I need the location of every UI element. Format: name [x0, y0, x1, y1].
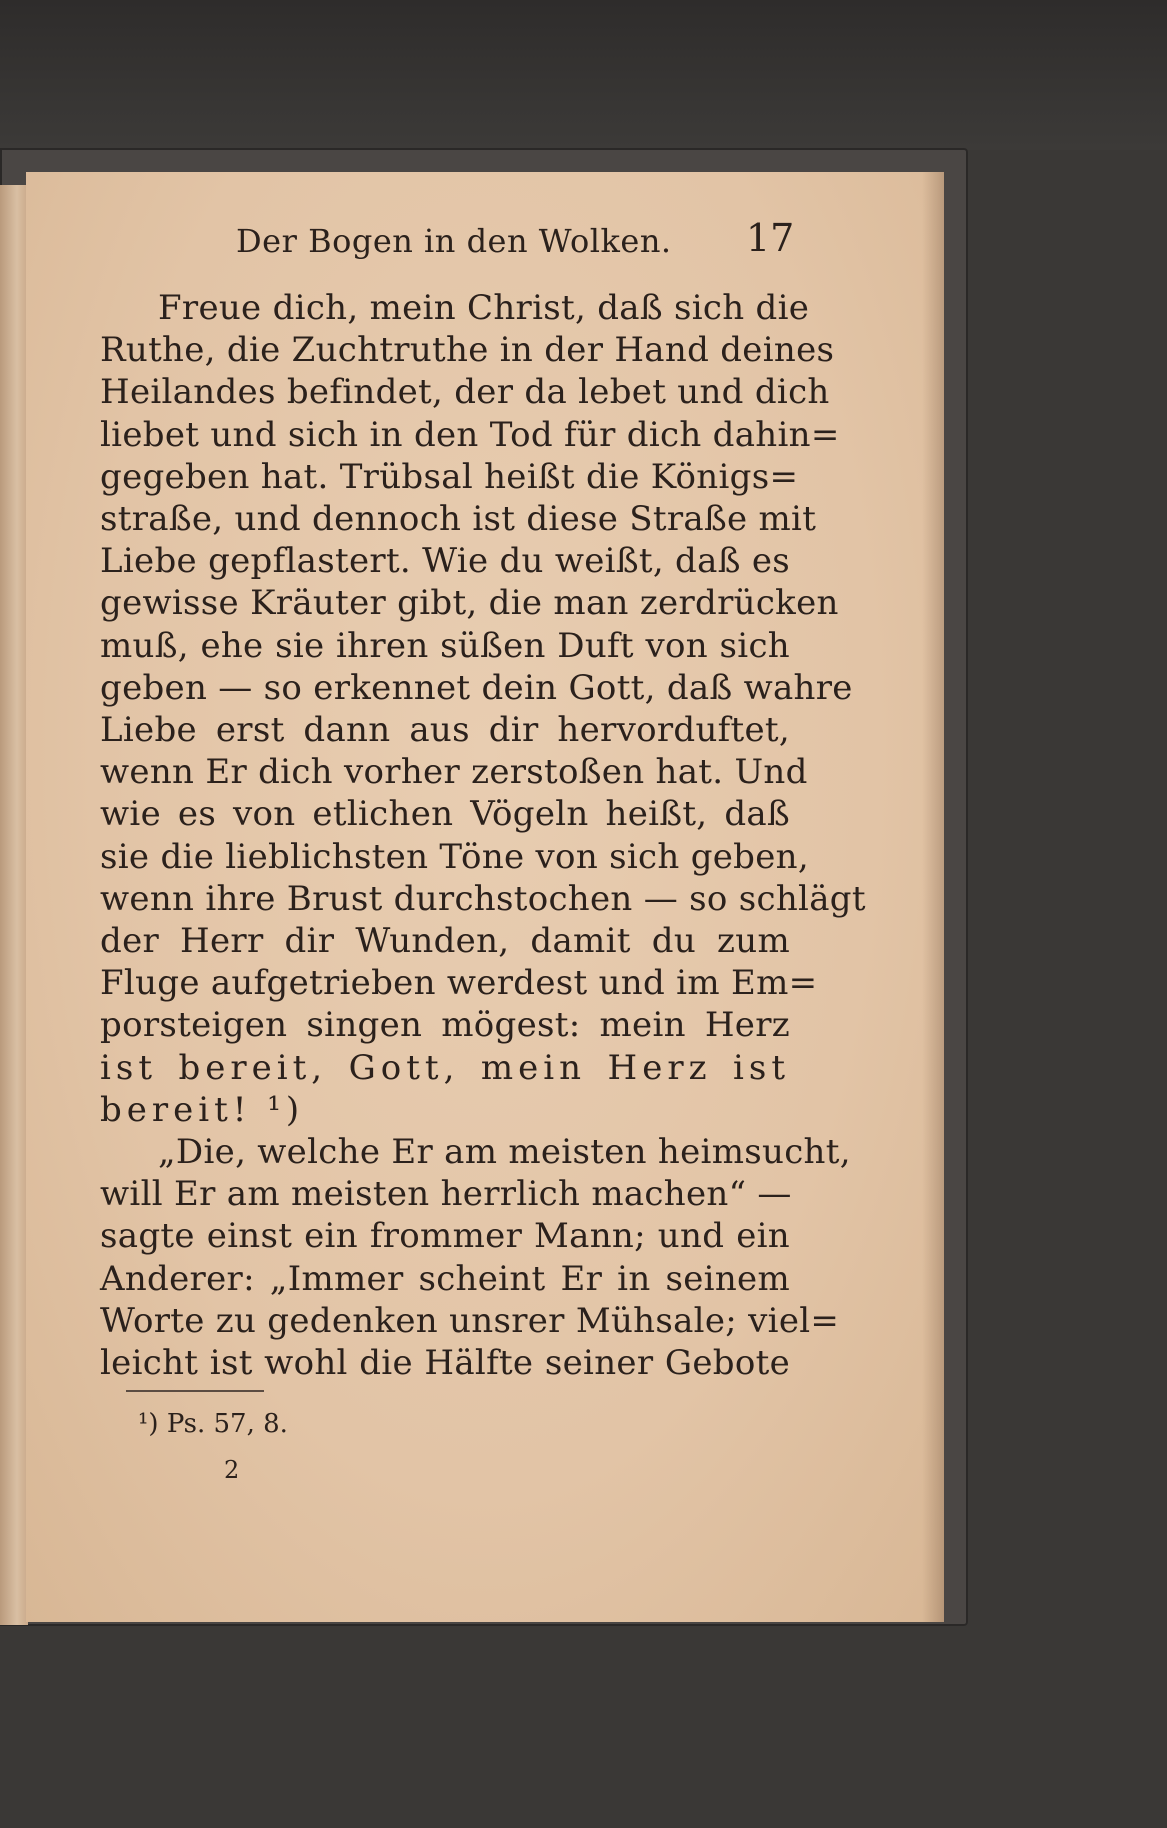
text-line: Anderer: „Immer scheint Er in seinem [100, 1258, 790, 1299]
text-line: wie es von etlichen Vögeln heißt, daß [100, 794, 790, 835]
text-line: leicht ist wohl die Hälfte seiner Gebote [100, 1343, 790, 1384]
book-page [26, 172, 944, 1622]
text-line: muß, ehe sie ihren süßen Duft von sich [100, 625, 790, 666]
body-text [100, 287, 866, 1384]
running-title: Der Bogen in den Wolken. [236, 222, 672, 260]
text-line: Freue dich, mein Christ, daß sich die [158, 288, 810, 328]
text-line: sagte einst ein frommer Mann; und ein [100, 1216, 790, 1257]
gutter-shadow [922, 172, 944, 1622]
text-line: Fluge aufgetrieben werdest und im Em= [100, 963, 818, 1004]
text-line: geben — so erkennet dein Gott, daß wahre [100, 667, 853, 708]
text-line: Liebe gepflastert. Wie du weißt, daß es [100, 541, 790, 582]
text-line: Liebe erst dann aus dir hervorduftet, [100, 710, 790, 751]
text-line: Ruthe, die Zuchtruthe in der Hand deines [100, 330, 835, 371]
text-line: sie die lieblichsten Töne von sich geben, [100, 836, 809, 877]
text-line: will Er am meisten herrlich machen“ — [100, 1174, 792, 1215]
text-line: Heilandes befindet, der da lebet und dich [100, 372, 830, 413]
text-line: bereit! ¹) [100, 1089, 305, 1130]
page-number: 17 [746, 216, 795, 260]
page-header [236, 216, 796, 272]
footnote: ¹) Ps. 57, 8. [138, 1409, 288, 1439]
text-line: gegeben hat. Trübsal heißt die Königs= [100, 456, 799, 497]
text-line: gewisse Kräuter gibt, die man zerdrücken [100, 583, 839, 624]
text-line: wenn ihre Brust durchstochen — so schlägt [100, 878, 866, 919]
footnote-divider [126, 1390, 264, 1392]
text-line: porsteigen singen mögest: mein Herz [100, 1005, 790, 1046]
page-edge [0, 185, 28, 1625]
signature-mark: 2 [224, 1456, 240, 1484]
text-line: ist bereit, Gott, mein Herz ist [100, 1047, 790, 1088]
text-line: liebet und sich in den Tod für dich dahin= [100, 414, 840, 455]
text-line: Worte zu gedenken unsrer Mühsale; viel= [100, 1300, 840, 1341]
text-line: straße, und dennoch ist diese Straße mit [100, 499, 817, 540]
text-line: „Die, welche Er am meisten heimsucht, [158, 1132, 851, 1173]
text-line: wenn Er dich vorher zerstoßen hat. Und [100, 752, 808, 793]
background-top [0, 0, 1167, 150]
text-line: der Herr dir Wunden, damit du zum [100, 921, 790, 962]
